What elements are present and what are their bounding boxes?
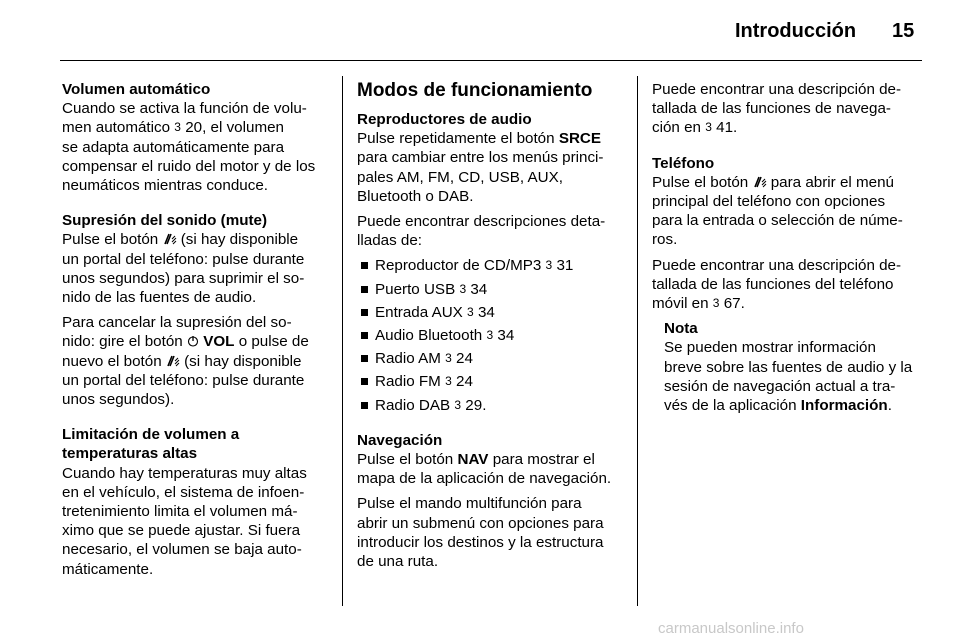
- section-mute: [62, 211, 328, 409]
- list-item-label: Reproductor de CD/MP3: [375, 257, 542, 275]
- list-item-label: Puerto USB: [375, 280, 456, 298]
- text-line: tallada de las funciones de navega-: [652, 100, 891, 118]
- text-line: lladas de:: [357, 232, 423, 250]
- section-title: temperaturas altas: [62, 445, 198, 463]
- list-item-label: Radio DAB: [375, 396, 451, 414]
- paragraph: [62, 313, 328, 409]
- text-line: 41.: [716, 119, 738, 137]
- text-line: principal del teléfono con opciones: [652, 193, 886, 211]
- text-line: sesión de navegación actual a tra-: [664, 377, 896, 395]
- informacion-label: Información: [800, 397, 888, 415]
- text-line: un portal del teléfono: pulse durante: [62, 371, 305, 389]
- section-limitacion-volumen: [62, 425, 328, 579]
- note-box: [664, 319, 924, 415]
- text-line: nuevo el botón: [62, 352, 162, 370]
- list-item: [357, 396, 623, 415]
- paragraph: [652, 256, 924, 314]
- paragraph: [62, 99, 328, 195]
- list-item-label: Radio FM: [375, 373, 441, 391]
- text-line: 20, el volumen: [185, 119, 284, 137]
- page-reference-icon: 3: [467, 304, 474, 319]
- list-item-ref: 31: [556, 257, 574, 275]
- page-reference-icon: 3: [486, 328, 494, 343]
- text-line: un portal del teléfono: pulse durante: [62, 250, 305, 268]
- watermark: carmanualsonline.info: [658, 620, 804, 637]
- source-list: [357, 256, 623, 414]
- text-line: ximo que se puede ajustar. Si fuera: [62, 522, 301, 540]
- vol-label: VOL: [203, 333, 235, 351]
- text-line: Pulse el botón: [62, 231, 159, 249]
- chapter-heading: Modos de funcionamiento: [357, 80, 593, 101]
- text-line: Pulse el botón: [357, 451, 454, 469]
- text-line: Puede encontrar una descripción de-: [652, 256, 902, 274]
- text-line: máticamente.: [62, 560, 154, 578]
- section-nav-continuation: [652, 80, 924, 138]
- page-reference-icon: 3: [454, 397, 462, 412]
- section-telefono: [652, 154, 924, 416]
- list-item-label: Entrada AUX: [375, 303, 463, 321]
- text-line: unos segundos).: [62, 391, 175, 409]
- list-item-label: Audio Bluetooth: [375, 327, 483, 345]
- paragraph: [357, 212, 623, 250]
- paragraph: [664, 338, 924, 415]
- text-line: para cambiar entre los menús princi-: [357, 149, 604, 167]
- list-item-ref: 34: [477, 303, 495, 321]
- text-line: introducir los destinos y la estructura: [357, 533, 604, 551]
- paragraph: [652, 173, 924, 250]
- column-divider: [342, 76, 343, 606]
- list-item-ref: 24: [456, 350, 473, 368]
- paragraph: [357, 494, 623, 571]
- text-line: Para cancelar la supresión del so-: [62, 314, 292, 332]
- text-line: Pulse el botón: [652, 173, 749, 191]
- text-line: vés de la aplicación: [664, 397, 797, 415]
- page-reference-icon: 3: [445, 351, 452, 366]
- text-line: Pulse el mando multifunción para: [357, 495, 582, 513]
- phone-icon: [163, 232, 177, 246]
- text-line: 67.: [723, 295, 745, 313]
- text-line: Pulse repetidamente el botón: [357, 130, 555, 148]
- power-knob-icon: [187, 335, 199, 347]
- text-line: nido: gire el botón: [62, 333, 183, 351]
- paragraph: [62, 464, 328, 579]
- text-line: tretenimiento limita el volumen má-: [62, 503, 298, 521]
- text-line: pales AM, FM, CD, USB, AUX,: [357, 168, 563, 186]
- section-reproductores: [357, 110, 623, 415]
- list-item-ref: 29.: [465, 396, 487, 414]
- section-navegacion: [357, 431, 623, 571]
- nav-label: NAV: [457, 451, 489, 469]
- text-line: nido de las fuentes de audio.: [62, 289, 257, 307]
- page-reference-icon: 3: [545, 258, 553, 273]
- list-item: [357, 256, 623, 275]
- list-item: [357, 303, 623, 322]
- text-line: unos segundos) para suprimir el so-: [62, 269, 305, 287]
- paragraph: [62, 230, 328, 307]
- text-line: en el vehículo, el sistema de infoen-: [62, 483, 305, 501]
- text-line: tallada de las funciones del teléfono: [652, 275, 894, 293]
- chapter-title: Introducción: [735, 20, 857, 42]
- section-title: Volumen automático: [62, 81, 211, 98]
- text-line: abrir un submenú con opciones para: [357, 514, 604, 532]
- text-line: Se pueden mostrar información: [664, 339, 876, 357]
- text-line: o pulse de: [238, 333, 309, 351]
- header-rule: [60, 60, 922, 61]
- column-3: [652, 80, 924, 431]
- srce-label: SRCE: [558, 130, 602, 148]
- text-line: Puede encontrar una descripción de-: [652, 81, 902, 98]
- phone-icon: [166, 354, 180, 368]
- column-divider: [637, 76, 638, 606]
- text-line: para mostrar el: [492, 451, 595, 469]
- text-line: Cuando hay temperaturas muy altas: [62, 464, 307, 482]
- page-reference-icon: 3: [712, 296, 720, 311]
- list-item: [357, 280, 623, 299]
- list-item: [357, 326, 623, 345]
- list-item-ref: 34: [470, 280, 488, 298]
- page-header: [0, 0, 960, 64]
- text-line: ros.: [652, 231, 678, 249]
- paragraph: [652, 80, 924, 138]
- paragraph: [357, 450, 623, 488]
- text-line: ción en: [652, 119, 701, 137]
- page-number: 15: [892, 20, 915, 42]
- text-line: Cuando se activa la función de volu-: [62, 100, 307, 118]
- text-line: men automático: [62, 119, 171, 137]
- paragraph: [357, 129, 623, 206]
- section-volumen-automatico: [62, 80, 328, 195]
- text-line: se adapta automáticamente para: [62, 138, 285, 156]
- list-item: [357, 372, 623, 391]
- text-line: (si hay disponible: [184, 352, 302, 370]
- section-title: Reproductores de audio: [357, 111, 532, 128]
- text-line: Bluetooth o DAB.: [357, 187, 474, 205]
- text-line: mapa de la aplicación de navegación.: [357, 470, 612, 488]
- page-reference-icon: 3: [445, 374, 452, 389]
- text-line: compensar el ruido del motor y de los: [62, 157, 316, 175]
- column-1: [62, 80, 328, 595]
- section-title: Supresión del sonido (mute): [62, 212, 268, 230]
- text-line: de una ruta.: [357, 553, 439, 571]
- column-2: [357, 80, 623, 587]
- text-line: neumáticos mientras conduce.: [62, 177, 268, 195]
- text-line: necesario, el volumen se baja auto-: [62, 541, 302, 559]
- phone-icon: [753, 175, 767, 189]
- text-line: breve sobre las fuentes de audio y la: [664, 358, 913, 376]
- note-title: Nota: [664, 320, 698, 338]
- page-reference-icon: 3: [705, 120, 712, 135]
- section-title: Navegación: [357, 431, 443, 449]
- list-item: [357, 349, 623, 368]
- text-line: para la entrada o selección de núme-: [652, 212, 903, 230]
- list-item-ref: 34: [497, 327, 515, 345]
- text-line: para abrir el menú: [770, 173, 894, 191]
- list-item-label: Radio AM: [375, 350, 441, 368]
- text-line: (si hay disponible: [180, 231, 299, 249]
- text-line: .: [887, 397, 892, 415]
- page-reference-icon: 3: [459, 281, 467, 296]
- section-title: Limitación de volumen a: [62, 426, 240, 444]
- page-reference-icon: 3: [174, 120, 181, 135]
- text-line: Puede encontrar descripciones deta-: [357, 213, 606, 231]
- section-title: Teléfono: [652, 154, 715, 172]
- list-item-ref: 24: [456, 373, 473, 391]
- text-line: móvil en: [652, 295, 709, 313]
